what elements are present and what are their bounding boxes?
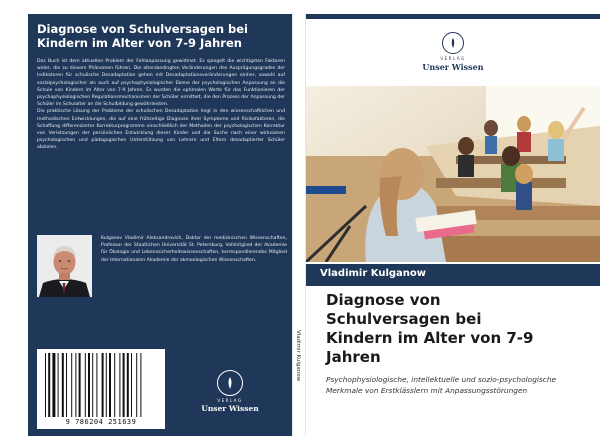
publisher-emblem-icon	[442, 32, 464, 54]
barcode-bar	[119, 353, 120, 417]
front-title-line-3: Kindern im Alter von 7-9	[326, 329, 534, 347]
back-title-line-1: Diagnose von Schulversagen bei	[37, 22, 248, 36]
barcode-bar	[106, 353, 107, 417]
barcode-bar	[131, 353, 132, 417]
front-title-line-1: Diagnose von	[326, 291, 441, 309]
publisher-name: Unser Wissen	[422, 62, 484, 72]
publisher-emblem-icon	[217, 370, 243, 396]
author-portrait-image	[37, 235, 92, 297]
back-cover-title	[37, 22, 285, 50]
barcode-bar	[136, 353, 137, 417]
barcode-bar	[79, 353, 81, 417]
barcode-bars	[41, 353, 161, 417]
barcode-bar	[48, 353, 50, 417]
front-cover-title	[326, 291, 586, 367]
barcode-bar	[96, 353, 97, 417]
back-cover	[28, 14, 292, 436]
front-title-line-2: Schulversagen bei	[326, 310, 482, 328]
author-biography: Kulganov Vladimir Aleksandrovich, Doktor der medizinischen Wissenschaften, Professor der Staatlichen Universität St. Petersburg, Vollmitglied der Akademie für Ökologie und Lebenssicherheitswissenschaften, korrespondierendes Mitglied der Internationalen Akademie der akmeologischen Wissenschaften.	[101, 236, 287, 263]
barcode-bar	[58, 353, 59, 417]
front-publisher-logo	[418, 32, 488, 72]
classroom-illustration	[306, 86, 600, 262]
publisher-verlag-label: VERLAG	[217, 398, 243, 403]
barcode-bar	[66, 353, 67, 417]
barcode-bar	[71, 353, 72, 417]
back-publisher-logo	[200, 370, 260, 413]
isbn-barcode	[37, 349, 165, 429]
author-band	[306, 264, 600, 286]
barcode-bar	[127, 353, 129, 417]
description-paragraph-2: Die praktische Lösung der Probleme der schulischen Desadaptation liegt in den wissenschaftlichen und methodischen Entwicklungen, die auf eine frühzeitige Diagnose ihrer Symptome und Risikofaktoren, die Schaffung differenzierter Korrekturprogramme einschließlich der Methoden der psychologischen Korrektur von Verletzungen der persönlichen Entwicklung dieser Kinder und die Suche nach einer wirksamen psychologischen und pädagogischen Unterstützung von Lehrern und Eltern desadaptierter Schüler abzielen.	[37, 109, 285, 151]
barcode-bar	[88, 353, 90, 417]
barcode-bar	[52, 353, 55, 417]
front-author-name: Vladimir Kulganow	[320, 268, 427, 279]
front-cover	[306, 14, 600, 436]
description-paragraph-1: Das Buch ist dem aktuellen Problem der Fehlanpassung gewidmet. Es spiegelt die wichtigsten Faktoren wider, die zu diesem Phänomen führen. Die altersbedingten Veränderungen des Ausprägungsgrades der Indikatoren für schulische Desadaptation gehen mit Desadaptationsveränderungen einher, sowohl auf sozialpsychologischer als auch auf psychophysiologischer Ebene der psychologischen Anpassung an die Schule von Kindern im Alter von 7-9 Jahren. Es wurden die optimalen Werte für das Funktionieren der psychophysiologischen Regulationsmechanismen der Schüler ermittelt, die den Prozess der Anpassung der Schüler im Schulalter an die Schulbildung gewährleisten.	[37, 59, 285, 108]
publisher-name: Unser Wissen	[201, 404, 259, 413]
barcode-bar	[109, 353, 111, 417]
barcode-bar	[85, 353, 86, 417]
barcode-bar	[102, 353, 104, 417]
publisher-verlag-label: VERLAG	[440, 56, 466, 61]
isbn-number: 9 786204 251639	[65, 418, 137, 426]
front-top-bar	[306, 14, 600, 19]
front-title-line-4: Jahren	[326, 348, 381, 366]
classroom-photo	[306, 86, 600, 262]
front-cover-subtitle: Psychophysiologische, intellektuelle und sozio-psychologische Merkmale von Erstklässlern mit Anpassungsstörungen	[326, 375, 557, 395]
barcode-bar	[92, 353, 93, 417]
spine-author: Vladimir Kulganow	[295, 330, 301, 382]
back-title-line-2: Kindern im Alter von 7-9 Jahren	[37, 36, 242, 50]
barcode-bar	[140, 353, 141, 417]
author-portrait	[37, 235, 92, 297]
barcode-bar	[62, 353, 64, 417]
barcode-bar	[114, 353, 115, 417]
barcode-bar	[123, 353, 125, 417]
barcode-bar	[75, 353, 76, 417]
barcode-bar	[45, 353, 46, 417]
back-cover-description	[37, 58, 285, 152]
